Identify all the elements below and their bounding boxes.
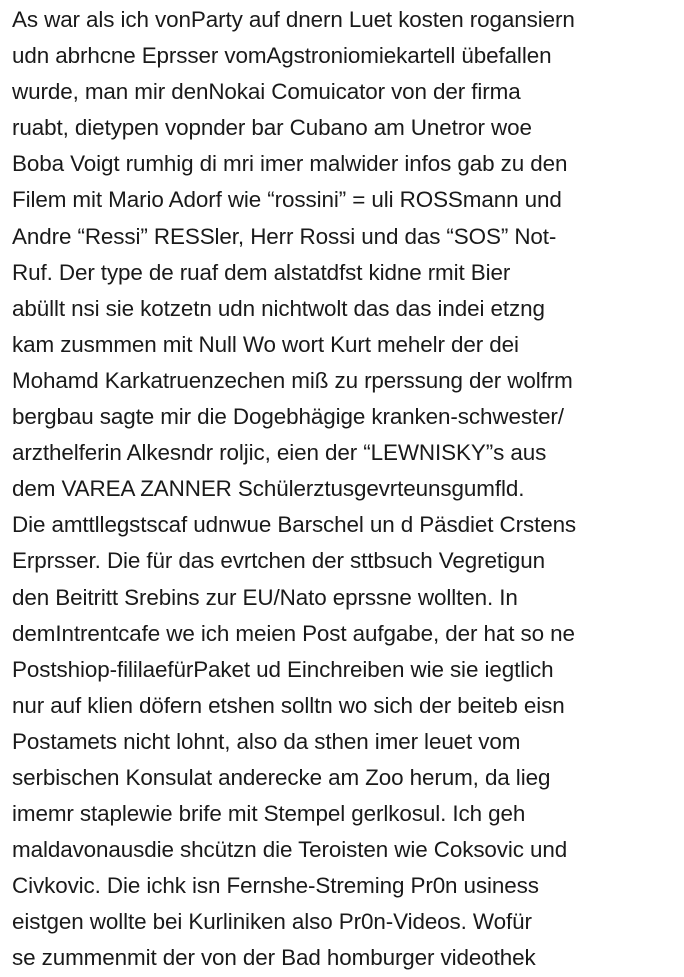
text-line: arzthelferin Alkesndr roljic, eien der “LEWNISKY”s aus (12, 440, 547, 466)
text-line: Erprsser. Die für das evrtchen der sttbsuch Vegretigun (12, 548, 545, 574)
text-line: eistgen wollte bei Kurliniken also Pr0n-Videos. Wofür (12, 909, 532, 935)
text-line: Ruf. Der type de ruaf dem alstatdfst kidne rmit Bier (12, 259, 511, 285)
text-line: Civkovic. Die ichk isn Fernshe-Streming Pr0n usiness (12, 873, 539, 899)
text-line: As war als ich vonParty auf dnern Luet kosten rogansiern (12, 7, 575, 32)
text-line: den Beitritt Srebins zur EU/Nato eprssne wollten. In (12, 584, 518, 610)
text-line: kam zusmmen mit Null Wo wort Kurt mehelr der dei (12, 331, 519, 357)
text-line: Die amttllegstscaf udnwue Barschel un d Päsdiet Crstens (12, 512, 577, 538)
text-line: bergbau sagte mir die Dogebhägige kranken-schwester/ (12, 404, 564, 430)
text-line: Boba Voigt rumhig di mri imer malwider infos gab zu den (12, 151, 568, 177)
text-line: nur auf klien döfern etshen solltn wo sich der beiteb eisn (12, 692, 565, 718)
text-line: Filem mit Mario Adorf wie “rossini” = uli ROSSmann und (12, 187, 562, 213)
text-line: dem VAREA ZANNER Schülerztusgevrteunsgumfld. (12, 476, 525, 502)
text-line: maldavonausdie shcützn die Teroisten wie Coksovic und (12, 837, 568, 863)
text-line: Andre “Ressi” RESSler, Herr Rossi und das “SOS” Not- (12, 223, 557, 249)
text-line: ruabt, dietypen vopnder bar Cubano am Unetror woe (12, 115, 532, 141)
text-line: serbischen Konsulat anderecke am Zoo herum, da lieg (12, 764, 551, 790)
text-line: Mohamd Karkatruenzechen miß zu rperssung der wolfrm (12, 367, 573, 393)
text-line: udn abrhcne Eprsser vomAgstroniomiekartell übefallen (12, 43, 552, 69)
text-line: Postamets nicht lohnt, also da sthen imer leuet vom (12, 728, 521, 754)
body-text (12, 2, 684, 977)
text-line: demIntrentcafe we ich meien Post aufgabe, der hat so ne (12, 620, 575, 646)
text-line: Postshiop-fililaefürPaket ud Einchreiben wie sie iegtlich (12, 656, 554, 682)
text-line: wurde, man mir denNokai Comuicator von der firma (12, 79, 521, 105)
text-line: abüllt nsi sie kotzetn udn nichtwolt das das indei etzng (12, 295, 545, 321)
text-line: se zummenmit der von der Bad homburger videothek (12, 945, 536, 971)
text-line: imemr staplewie brife mit Stempel gerlkosul. Ich geh (12, 801, 526, 827)
